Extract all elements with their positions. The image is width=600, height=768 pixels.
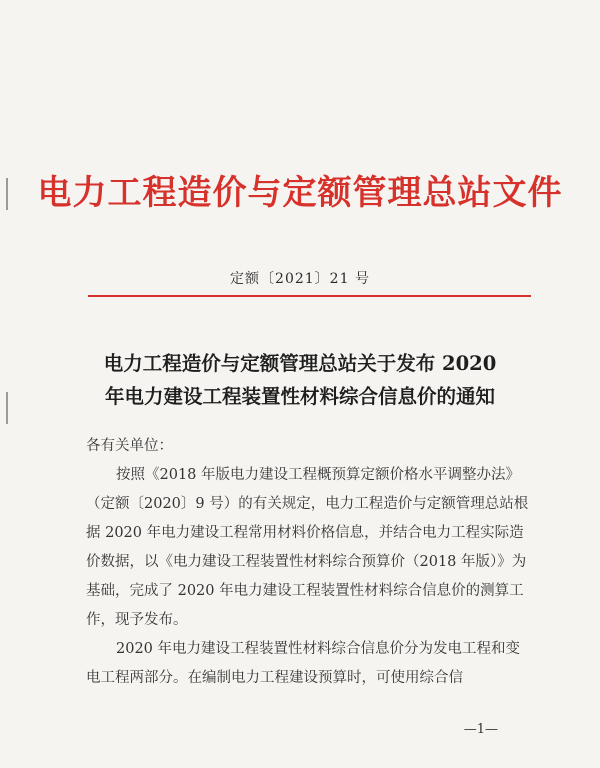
page-number: —1— <box>463 722 498 737</box>
scan-margin-mark <box>6 392 8 424</box>
issuing-org-title: 电力工程造价与定额管理总站文件 <box>37 173 563 213</box>
notice-title-line-2: 年电力建设工程装置性材料综合信息价的通知 <box>104 385 495 408</box>
notice-title-line-1: 电力工程造价与定额管理总站关于发布 2020 <box>103 352 497 375</box>
body-paragraph-2: 2020 年电力建设工程装置性材料综合信息价分为发电工程和变电工程两部分。在编制电力工程建设预算时，可使用综合信 <box>86 641 521 686</box>
notice-title <box>60 347 540 413</box>
salutation: 各有关单位： <box>86 438 173 454</box>
document-number: 定额〔2021〕21 号 <box>230 271 370 287</box>
notice-body <box>86 432 531 693</box>
red-divider-line <box>88 295 531 297</box>
body-paragraph-1: 按照《2018 年版电力建设工程概预算定额价格水平调整办法》（定额〔2020〕9 号）的有关规定，电力工程造价与定额管理总站根据 2020 年电力建设工程常用材料价格信息，并结合电力工程实际造价数据，以《电力建设工程装置性材料综合预算价（2018 年版）》为基础，完成了 2020 年电力建设工程装置性材料综合信息价的测算工作，现予发布。 <box>86 467 529 628</box>
